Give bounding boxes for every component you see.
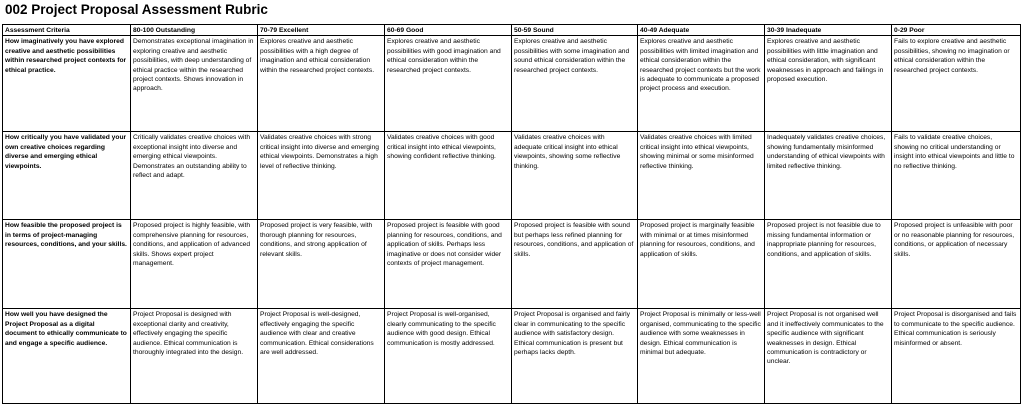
table-row (3, 220, 1021, 309)
header-excellent: 70-79 Excellent (258, 25, 385, 36)
criterion-cell: How critically you have validated your own creative choices regarding diverse and emerging ethical viewpoints. (3, 132, 131, 220)
table-cell: Explores creative and aesthetic possibilities with little imagination and ethical consideration, with significant weaknesses in approach and failings in proposed execution. (765, 36, 892, 132)
table-cell: Fails to validate creative choices, showing no critical understanding or insight into ethical viewpoints and little to no reflective thinking. (892, 132, 1021, 220)
header-good: 60-69 Good (385, 25, 512, 36)
table-cell: Explores creative and aesthetic possibilities with limited imagination and ethical consideration within the researched project contexts but the work is adequate to communicate a proposed project process and execution. (638, 36, 765, 132)
table-cell: Project Proposal is minimally or less-well organised, communicating to the specific audience with some weaknesses in design. Ethical communication is minimal but adequate. (638, 309, 765, 404)
criterion-cell: How well you have designed the Project Proposal as a digital document to ethically communicate to and engage a specific audience. (3, 309, 131, 404)
table-cell: Project Proposal is well-designed, effectively engaging the specific audience with clear and creative communication. Ethical considerations are well addressed. (258, 309, 385, 404)
criterion-cell: How feasible the proposed project is in terms of project-managing resources, conditions, and your skills. (3, 220, 131, 309)
table-cell: Fails to explore creative and aesthetic possibilities, showing no imagination or ethical consideration within the researched project contexts. (892, 36, 1021, 132)
table-cell: Explores creative and aesthetic possibilities with some imagination and sound ethical consideration within the researched project contexts. (512, 36, 638, 132)
table-cell: Explores creative and aesthetic possibilities with a high degree of imagination and ethical consideration within the researched project contexts. (258, 36, 385, 132)
table-cell: Validates creative choices with limited critical insight into ethical viewpoints, showing minimal or some misinformed reflective thinking. (638, 132, 765, 220)
table-cell: Inadequately validates creative choices, showing fundamentally misinformed understanding of ethical viewpoints with limited reflective thinking. (765, 132, 892, 220)
header-row (3, 25, 1021, 36)
table-cell: Validates creative choices with adequate critical insight into ethical viewpoints, showing some reflective thinking. (512, 132, 638, 220)
table-cell: Demonstrates exceptional imagination in exploring creative and aesthetic possibilities, with deep understanding of ethical practice within the researched project contexts. Shows innovation in approach. (131, 36, 258, 132)
table-cell: Proposed project is feasible with sound but perhaps less refined planning for resources, conditions, and application of skills. (512, 220, 638, 309)
table-cell: Project Proposal is well-organised, clearly communicating to the specific audience with good design. Ethical communication is mostly addressed. (385, 309, 512, 404)
table-cell: Project Proposal is disorganised and fails to communicate to the specific audience. Ethical communication is seriously misinformed or absent. (892, 309, 1021, 404)
table-cell: Proposed project is highly feasible, with comprehensive planning for resources, conditions, and application of advanced skills. Shows expert project management. (131, 220, 258, 309)
table-cell: Explores creative and aesthetic possibilities with good imagination and ethical consideration within the researched project contexts. (385, 36, 512, 132)
document-title: 002 Project Proposal Assessment Rubric (5, 2, 268, 17)
header-adequate: 40-49 Adequate (638, 25, 765, 36)
header-poor: 0-29 Poor (892, 25, 1021, 36)
table-cell: Validates creative choices with strong critical insight into diverse and emerging ethical viewpoints. Demonstrates a high level of reflective thinking. (258, 132, 385, 220)
table-cell: Proposed project is not feasible due to missing fundamental information or inappropriate planning for resources, conditions, and application of skills. (765, 220, 892, 309)
table-cell: Proposed project is marginally feasible with minimal or at times misinformed planning for resources, conditions, and application of skills. (638, 220, 765, 309)
table-row (3, 132, 1021, 220)
table-cell: Project Proposal is not organised well and it ineffectively communicates to the specific audience with significant weaknesses in design. Ethical communication is contradictory or unclear. (765, 309, 892, 404)
table-row (3, 309, 1021, 404)
table-cell: Project Proposal is designed with exceptional clarity and creativity, effectively engaging the specific audience. Ethical communication is thoroughly integrated into the design. (131, 309, 258, 404)
criterion-cell: How imaginatively you have explored creative and aesthetic possibilities within researched project contexts for ethical practice. (3, 36, 131, 132)
table-cell: Proposed project is feasible with good planning for resources, conditions, and application of skills. Perhaps less imaginative or does not consider wider contexts of project management. (385, 220, 512, 309)
table-row (3, 36, 1021, 132)
table-cell: Project Proposal is organised and fairly clear in communicating to the specific audience with satisfactory design. Ethical communication is present but perhaps lacks depth. (512, 309, 638, 404)
table-cell: Proposed project is unfeasible with poor or no reasonable planning for resources, conditions, or application of necessary skills. (892, 220, 1021, 309)
header-inadequate: 30-39 Inadequate (765, 25, 892, 36)
table-cell: Critically validates creative choices with exceptional insight into diverse and emerging ethical viewpoints. Demonstrates an outstanding ability to reflect and adapt. (131, 132, 258, 220)
header-assessment-criteria: Assessment Criteria (3, 25, 131, 36)
header-outstanding: 80-100 Outstanding (131, 25, 258, 36)
table-cell: Proposed project is very feasible, with thorough planning for resources, conditions, and strong application of relevant skills. (258, 220, 385, 309)
table-cell: Validates creative choices with good critical insight into ethical viewpoints, showing confident reflective thinking. (385, 132, 512, 220)
header-sound: 50-59 Sound (512, 25, 638, 36)
rubric-table (2, 24, 1021, 404)
